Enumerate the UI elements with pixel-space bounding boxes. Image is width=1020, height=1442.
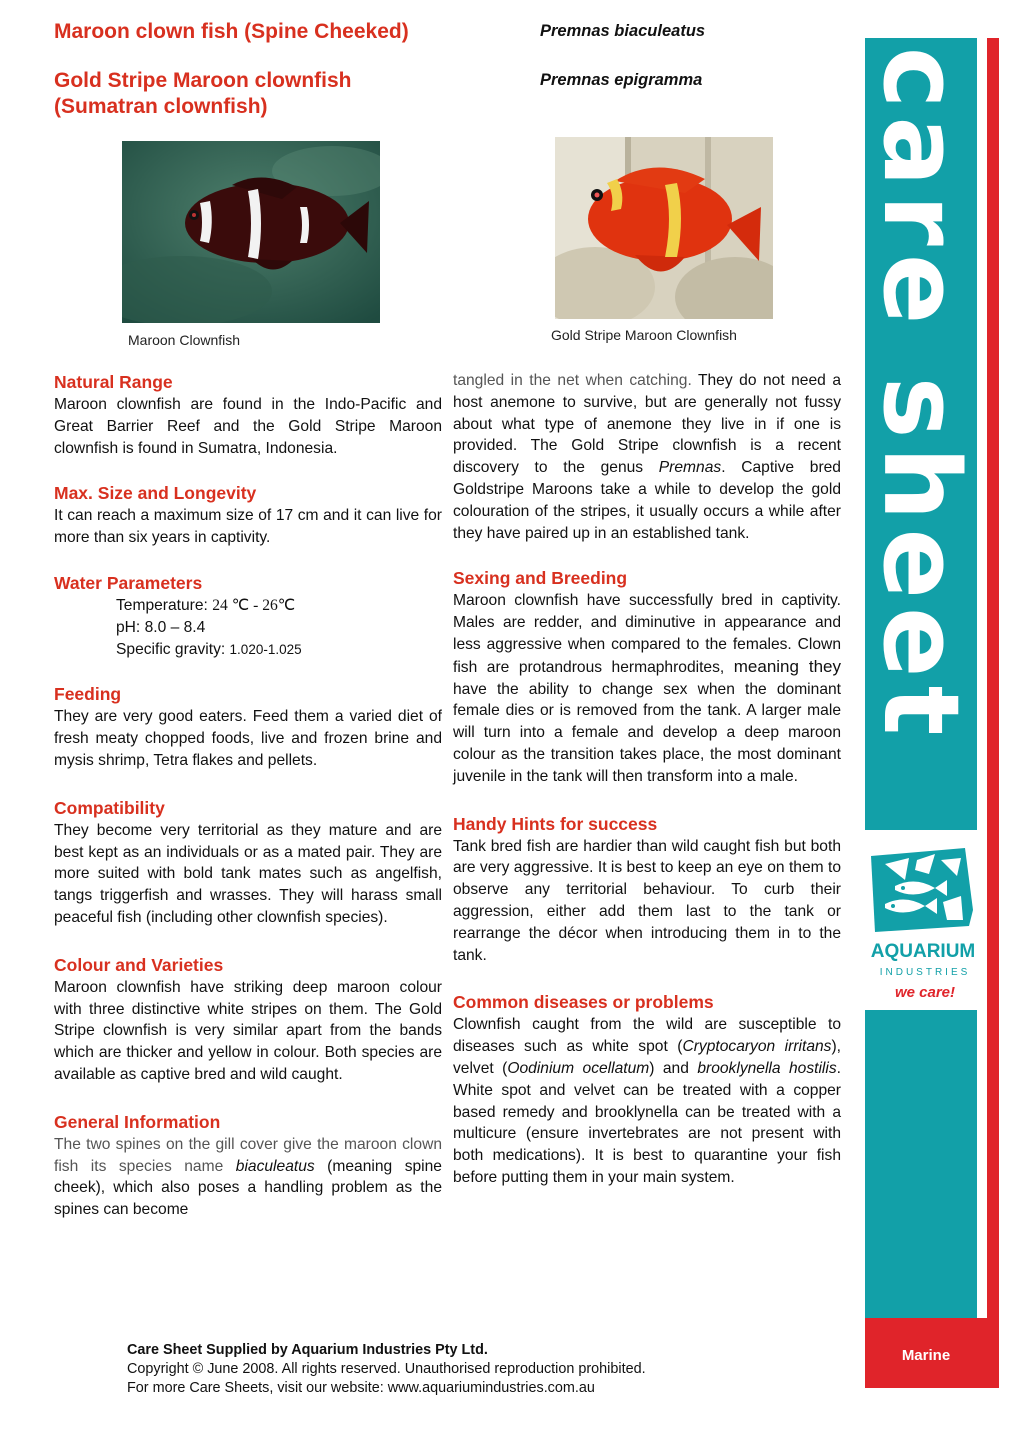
- maroon-clownfish-caption: Maroon Clownfish: [128, 332, 241, 348]
- gold-stripe-clownfish-photo: [555, 137, 773, 319]
- title-maroon-clownfish: Maroon clown fish (Spine Cheeked): [54, 20, 409, 43]
- gravity-label: Specific gravity:: [116, 640, 226, 658]
- sexing-breeding-text: [453, 590, 841, 787]
- heading-sexing-breeding: Sexing and Breeding: [453, 568, 628, 589]
- maroon-clownfish-photo: [122, 141, 380, 323]
- footer-website[interactable]: For more Care Sheets, visit our website: www.aquariumindustries.com.au: [127, 1380, 595, 1396]
- diseases-text-c: ) and: [649, 1059, 698, 1077]
- footer: [127, 1341, 646, 1398]
- continued-text-a: tangled in the net when catching.: [453, 372, 692, 389]
- max-size-text: It can reach a maximum size of 17 cm and it can live for more than six years in captivity.: [54, 507, 442, 547]
- common-diseases-text: [453, 1014, 841, 1188]
- logo-sub: INDUSTRIES: [879, 967, 971, 978]
- sexing-text-a: Maroon clownfish have successfully bred in captivity. Males are redder, and diminutive in appearance and less aggressive when compared to the females. Clown fish are protandrous hermaphrodites,: [453, 592, 841, 676]
- latin-name-biaculeatus: Premnas biaculeatus: [540, 22, 706, 40]
- heading-feeding: Feeding: [54, 684, 122, 705]
- handy-hints-text: Tank bred fish are hardier than wild caught fish but both are very aggressive. It is best to keep an eye on them to observe any territorial behaviour. To curb their aggression, either add them last to the tank or rearrange the décor when introducing them in to the tank.: [453, 837, 841, 964]
- aquarium-industries-logo: [865, 830, 987, 1010]
- continued-text-b: They do not need a host anemone to survive, but are generally not fussy about what type of anemone they live in if one is provided. The Gold Stripe clownfish is a recent discovery to the genus: [453, 372, 841, 477]
- title-gold-stripe-line2: (Sumatran clownfish): [54, 95, 268, 118]
- heading-common-diseases: Common diseases or problems: [453, 992, 714, 1013]
- diseases-text-b: ), velvet (: [453, 1038, 842, 1077]
- footer-copyright: Copyright © June 2008. All rights reserved. Unauthorised reproduction prohibited.: [127, 1361, 646, 1377]
- gravity-value: 1.020-1.025: [229, 641, 302, 657]
- logo-name: AQUARIUM: [870, 941, 976, 962]
- colour-text: Maroon clownfish have striking deep maroon colour with three distinctive white stripes on them. The Gold Stripe clownfish is very similar apart from the bands which are thicker and yellow in colour. Both species are available as captive bred and wild caught.: [54, 978, 442, 1083]
- heading-handy-hints: Handy Hints for success: [453, 813, 658, 834]
- temperature-label: Temperature:: [116, 596, 208, 614]
- continued-text-italic: Premnas: [658, 459, 722, 477]
- continued-text-c: . Captive bred Goldstripe Maroons take a while to develop the gold colouration of the stripes, it usually occurs a while after they have paired up in an established tank.: [453, 459, 841, 542]
- gravity-param: [54, 639, 442, 661]
- natural-range-text: Maroon clownfish are found in the Indo-Pacific and Great Barrier Reef and the Gold Stripe Maroon clownfish is found in Sumatra, Indonesia.: [54, 396, 442, 457]
- diseases-text-a: Clownfish caught from the wild are susceptible to diseases such as white spot (: [453, 1016, 841, 1056]
- heading-natural-range: Natural Range: [54, 372, 173, 392]
- footer-supplier: Care Sheet Supplied by Aquarium Industries Pty Ltd.: [127, 1342, 488, 1358]
- heading-general-information: General Information: [54, 1111, 221, 1132]
- diseases-text-d: . White spot and velvet can be treated with a copper based remedy and brooklynella can be treated with a multicure (ensure invertebrates are not present with both medications). It is best to quarantine your fish before putting them in your main system.: [453, 1059, 841, 1186]
- title-gold-stripe-line1: Gold Stripe Maroon clownfish: [54, 69, 352, 92]
- right-column: [453, 370, 841, 1189]
- heading-water-parameters: Water Parameters: [54, 572, 203, 593]
- sexing-text-b: have the ability to change sex when the dominant female dies or is removed from the tank. A larger male will turn into a female and develop a deep maroon colour as the transition takes place, the most dominant juvenile in the tank will then transform into a male.: [453, 680, 841, 785]
- gold-stripe-clownfish-caption: Gold Stripe Maroon Clownfish: [551, 327, 737, 343]
- logo-tagline: we care!: [894, 984, 956, 1001]
- heading-compatibility: Compatibility: [54, 797, 165, 818]
- sidebar-red-strip: [987, 38, 999, 1388]
- temperature-value: 24 ℃ - 26℃: [212, 596, 296, 614]
- diseases-italic-3: brooklynella hostilis: [697, 1059, 837, 1077]
- feeding-text: They are very good eaters. Feed them a varied diet of fresh meaty chopped foods, live and frozen brine and mysis shrimp, Tetra flakes and pellets.: [54, 708, 442, 769]
- left-column: [54, 370, 442, 1221]
- sexing-text-big: meaning they: [733, 656, 841, 676]
- general-text-b: (meaning spine cheek), which also poses a handling problem as the spines can become: [54, 1157, 442, 1219]
- general-text-a: The two spines on the gill cover give the maroon clown fish its species name: [54, 1135, 442, 1175]
- diseases-italic-1: Cryptocaryon irritans: [682, 1038, 832, 1056]
- latin-name-epigramma: Premnas epigramma: [540, 71, 703, 89]
- diseases-italic-2: Oodinium ocellatum: [507, 1059, 650, 1077]
- temperature-param: [54, 595, 442, 617]
- general-information-text: [54, 1134, 442, 1221]
- general-information-continued: [453, 370, 841, 544]
- care-sheet-text: care sheet: [860, 46, 982, 744]
- heading-colour-varieties: Colour and Varieties: [54, 954, 224, 975]
- fish-mosaic-icon: [865, 830, 987, 1010]
- marine-label: Marine: [901, 1347, 951, 1364]
- heading-max-size: Max. Size and Longevity: [54, 483, 257, 504]
- general-text-italic: biaculeatus: [235, 1157, 315, 1175]
- compatibility-text: They become very territorial as they mature and are best kept as an individuals or as a mated pair. They are more suited with bold tank mates such as angelfish, tangs triggerfish and wrasses. They will harass small peaceful fish (including other clownfish species).: [54, 821, 442, 926]
- ph-param: pH: 8.0 – 8.4: [116, 618, 206, 636]
